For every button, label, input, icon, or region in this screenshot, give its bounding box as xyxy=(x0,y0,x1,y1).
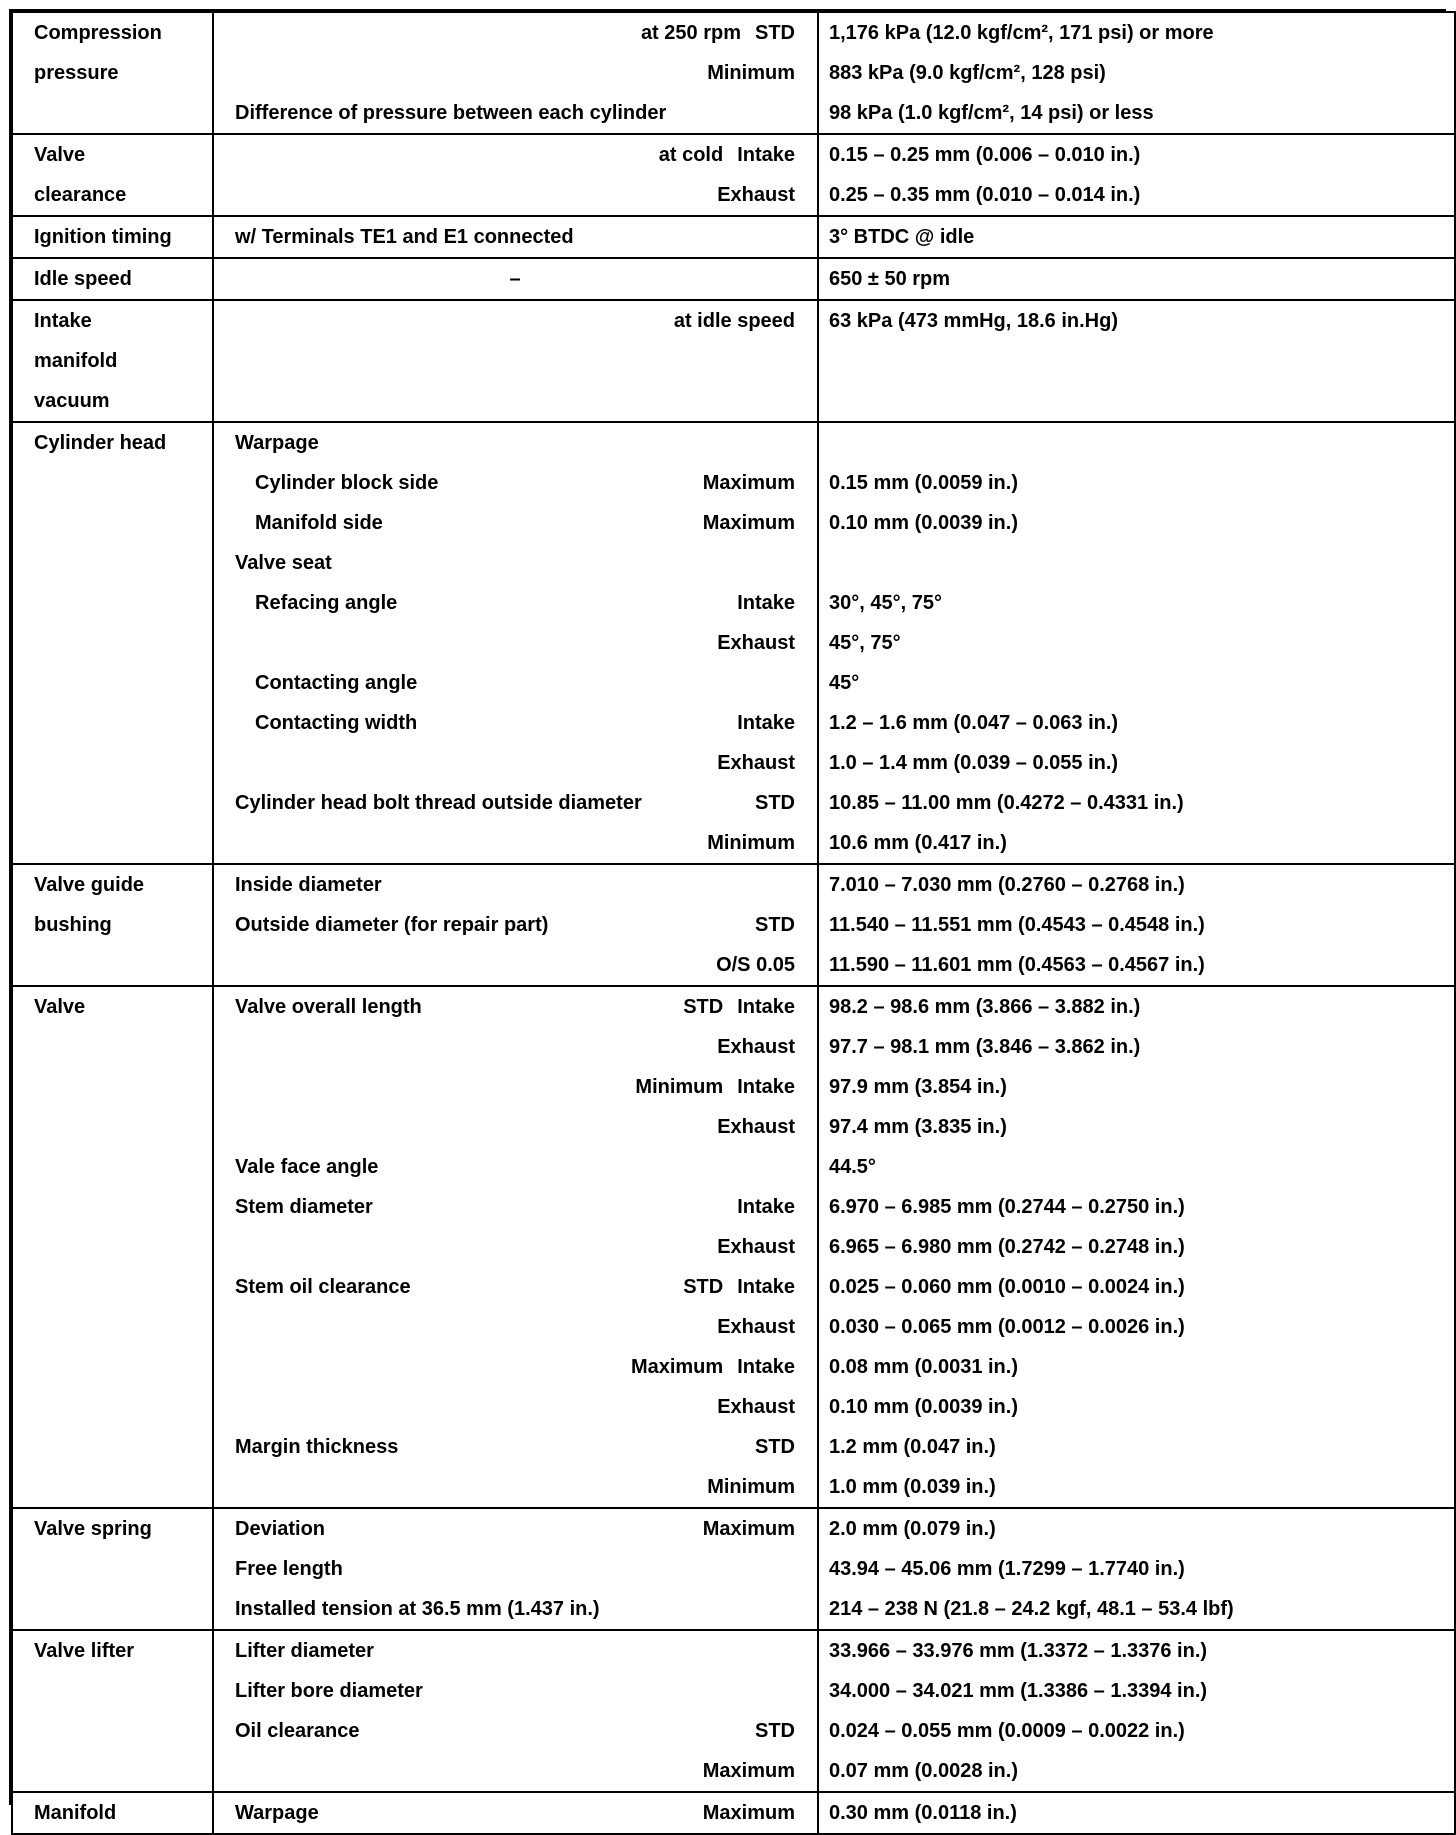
condition-label: Exhaust xyxy=(717,1316,795,1338)
section-label-cell xyxy=(12,1508,213,1630)
spec-line xyxy=(214,1589,817,1629)
item-label xyxy=(235,945,716,985)
value-cell xyxy=(818,1792,1455,1834)
spec-value xyxy=(819,423,1454,463)
condition-label: Exhaust xyxy=(717,632,795,654)
section-label: pressure xyxy=(34,62,119,84)
condition-label: STD xyxy=(683,1276,724,1298)
item-label: Refacing angle xyxy=(255,592,398,614)
section-label: Idle speed xyxy=(34,268,132,290)
spec-value: 98.2 – 98.6 mm (3.866 – 3.882 in.) xyxy=(829,996,1141,1018)
section-label-cell xyxy=(12,300,213,422)
item-label xyxy=(235,1307,717,1347)
spec-line xyxy=(214,1711,817,1751)
spec-line xyxy=(214,783,817,823)
spec-line xyxy=(214,1793,817,1833)
item-label: Cylinder head bolt thread outside diameter xyxy=(235,792,642,814)
sub-condition-label: STD xyxy=(755,22,795,44)
section-label-cell xyxy=(12,1792,213,1834)
item-label: Free length xyxy=(235,1558,343,1580)
condition-label: at 250 rpm xyxy=(640,22,741,44)
condition-label: Maximum xyxy=(702,512,795,534)
condition-cell xyxy=(213,300,818,422)
condition-cell xyxy=(213,258,818,300)
spec-line xyxy=(214,1027,817,1067)
value-cell xyxy=(818,216,1455,258)
spec-value: 3° BTDC @ idle xyxy=(829,226,975,248)
condition-label: Exhaust xyxy=(717,1036,795,1058)
value-cell xyxy=(818,986,1455,1508)
item-label xyxy=(235,53,707,93)
condition-label: Exhaust xyxy=(717,752,795,774)
section-label-cell xyxy=(12,216,213,258)
section-label: manifold xyxy=(34,350,118,372)
condition-cell xyxy=(213,422,818,864)
section-label: Valve spring xyxy=(34,1518,152,1540)
section-label: vacuum xyxy=(34,390,110,412)
value-cell xyxy=(818,12,1455,134)
section-label-cell xyxy=(12,864,213,986)
section-label: Ignition timing xyxy=(34,226,172,248)
spec-line xyxy=(214,1509,817,1549)
condition-label: STD xyxy=(755,1720,795,1742)
item-label xyxy=(235,1387,717,1427)
spec-section xyxy=(12,1792,1455,1834)
spec-value: 11.540 – 11.551 mm (0.4543 – 0.4548 in.) xyxy=(829,914,1205,936)
spec-value: 0.030 – 0.065 mm (0.0012 – 0.0026 in.) xyxy=(829,1316,1185,1338)
item-label xyxy=(235,13,641,53)
spec-section xyxy=(12,864,1455,986)
section-label: Compression xyxy=(34,22,162,44)
spec-value: 7.010 – 7.030 mm (0.2760 – 0.2768 in.) xyxy=(829,874,1185,896)
item-label: Oil clearance xyxy=(235,1720,360,1742)
item-label xyxy=(235,1027,717,1067)
spec-section xyxy=(12,258,1455,300)
condition-label: Intake xyxy=(737,712,795,734)
spec-line xyxy=(214,463,817,503)
condition-label: Minimum xyxy=(707,62,795,84)
item-label: Vale face angle xyxy=(235,1156,379,1178)
spec-line xyxy=(214,13,817,53)
section-label-cell xyxy=(12,258,213,300)
spec-line xyxy=(214,1267,817,1307)
spec-value: 33.966 – 33.976 mm (1.3372 – 1.3376 in.) xyxy=(829,1640,1208,1662)
spec-line xyxy=(214,423,817,463)
spec-line xyxy=(214,503,817,543)
spec-line xyxy=(214,945,817,985)
item-label: Stem oil clearance xyxy=(235,1276,411,1298)
condition-label: Intake xyxy=(737,592,795,614)
condition-cell xyxy=(213,1792,818,1834)
section-label: Manifold xyxy=(34,1802,117,1824)
section-label-cell xyxy=(12,12,213,134)
condition-label: Maximum xyxy=(702,1760,795,1782)
condition-label: Minimum xyxy=(707,1476,795,1498)
sub-condition-label: Intake xyxy=(737,1076,795,1098)
spec-line xyxy=(214,1387,817,1427)
spec-line xyxy=(214,1107,817,1147)
spec-line xyxy=(214,341,817,381)
item-label xyxy=(235,301,674,341)
spec-value: 1.2 – 1.6 mm (0.047 – 0.063 in.) xyxy=(829,712,1119,734)
item-label: Contacting width xyxy=(255,712,418,734)
condition-label: Maximum xyxy=(702,1802,795,1824)
item-label: Warpage xyxy=(235,432,319,454)
spec-line xyxy=(214,987,817,1027)
item-label: w/ Terminals TE1 and E1 connected xyxy=(235,226,574,248)
item-label xyxy=(235,623,717,663)
item-label: Outside diameter (for repair part) xyxy=(235,914,549,936)
item-label: Manifold side xyxy=(255,512,383,534)
spec-line xyxy=(214,135,817,175)
spec-value: 214 – 238 N (21.8 – 24.2 kgf, 48.1 – 53.4 lbf) xyxy=(829,1598,1234,1620)
section-label: Valve guide xyxy=(34,874,145,896)
section-label-cell xyxy=(12,134,213,216)
section-label: clearance xyxy=(34,184,127,206)
spec-line xyxy=(214,1549,817,1589)
spec-line xyxy=(214,1467,817,1507)
sub-condition-label: Intake xyxy=(737,144,795,166)
spec-line xyxy=(214,543,817,583)
spec-value: 1.0 mm (0.039 in.) xyxy=(829,1476,996,1498)
item-label: Margin thickness xyxy=(235,1436,399,1458)
condition-cell xyxy=(213,986,818,1508)
spec-line xyxy=(214,381,817,421)
spec-value: 97.9 mm (3.854 in.) xyxy=(829,1076,1007,1098)
spec-value xyxy=(819,341,1454,381)
condition-label: Maximum xyxy=(702,472,795,494)
spec-line xyxy=(214,583,817,623)
spec-value: 0.08 mm (0.0031 in.) xyxy=(829,1356,1018,1378)
section-label-cell xyxy=(12,1630,213,1792)
value-cell xyxy=(818,300,1455,422)
section-label: Valve xyxy=(34,996,86,1018)
spec-section xyxy=(12,216,1455,258)
spec-section xyxy=(12,1508,1455,1630)
spec-value: 0.024 – 0.055 mm (0.0009 – 0.0022 in.) xyxy=(829,1720,1185,1742)
section-label-cell xyxy=(12,422,213,864)
item-label xyxy=(235,1751,703,1791)
sub-condition-label: Intake xyxy=(737,1356,795,1378)
spec-line xyxy=(214,301,817,341)
item-label: Cylinder block side xyxy=(255,472,439,494)
spec-value: 883 kPa (9.0 kgf/cm², 128 psi) xyxy=(829,62,1106,84)
spec-value: 1.0 – 1.4 mm (0.039 – 0.055 in.) xyxy=(829,752,1119,774)
condition-cell xyxy=(213,216,818,258)
spec-section xyxy=(12,986,1455,1508)
item-label xyxy=(235,1347,631,1387)
spec-line xyxy=(214,53,817,93)
spec-value xyxy=(819,543,1454,583)
section-label: Intake xyxy=(34,310,92,332)
item-label xyxy=(235,743,717,783)
spec-section xyxy=(12,134,1455,216)
item-label: Valve seat xyxy=(235,552,332,574)
condition-label: at idle speed xyxy=(673,310,795,332)
item-label xyxy=(235,1227,717,1267)
spec-line xyxy=(214,743,817,783)
item-label: Stem diameter xyxy=(235,1196,373,1218)
item-label: Contacting angle xyxy=(255,672,418,694)
item-label: Deviation xyxy=(235,1518,326,1540)
spec-line xyxy=(214,1631,817,1671)
condition-label: Maximum xyxy=(702,1518,795,1540)
spec-value xyxy=(819,381,1454,421)
section-label: Valve xyxy=(34,144,86,166)
section-label: bushing xyxy=(34,914,112,936)
item-label: – xyxy=(509,268,521,290)
condition-label: STD xyxy=(755,914,795,936)
condition-label: Exhaust xyxy=(717,1116,795,1138)
spec-line xyxy=(214,1751,817,1791)
spec-value: 6.970 – 6.985 mm (0.2744 – 0.2750 in.) xyxy=(829,1196,1185,1218)
spec-value: 45°, 75° xyxy=(829,632,901,654)
spec-value: 97.4 mm (3.835 in.) xyxy=(829,1116,1007,1138)
spec-line xyxy=(214,1671,817,1711)
item-label: Lifter bore diameter xyxy=(235,1680,423,1702)
spec-line xyxy=(214,175,817,215)
item-label xyxy=(235,823,707,863)
spec-value: 2.0 mm (0.079 in.) xyxy=(829,1518,996,1540)
spec-line xyxy=(214,1347,817,1387)
section-label-cell xyxy=(12,986,213,1508)
spec-section xyxy=(12,1630,1455,1792)
spec-value: 0.30 mm (0.0118 in.) xyxy=(829,1802,1017,1824)
spec-value: 0.07 mm (0.0028 in.) xyxy=(829,1760,1018,1782)
spec-value: 0.15 mm (0.0059 in.) xyxy=(829,472,1018,494)
condition-label: Exhaust xyxy=(717,1236,795,1258)
spec-value: 98 kPa (1.0 kgf/cm², 14 psi) or less xyxy=(829,102,1154,124)
spec-line xyxy=(214,1307,817,1347)
spec-section xyxy=(12,300,1455,422)
section-label: Cylinder head xyxy=(34,432,167,454)
item-label: Valve overall length xyxy=(235,996,422,1018)
condition-label: Intake xyxy=(737,1196,795,1218)
spec-line xyxy=(214,823,817,863)
sub-condition-label: Intake xyxy=(737,1276,795,1298)
spec-section xyxy=(12,12,1455,134)
spec-value: 97.7 – 98.1 mm (3.846 – 3.862 in.) xyxy=(829,1036,1141,1058)
condition-label: O/S 0.05 xyxy=(716,954,795,976)
spec-value: 0.10 mm (0.0039 in.) xyxy=(829,1396,1018,1418)
value-cell xyxy=(818,864,1455,986)
spec-value: 6.965 – 6.980 mm (0.2742 – 0.2748 in.) xyxy=(829,1236,1185,1258)
spec-value: 0.025 – 0.060 mm (0.0010 – 0.0024 in.) xyxy=(829,1276,1185,1298)
spec-value: 34.000 – 34.021 mm (1.3386 – 1.3394 in.) xyxy=(829,1680,1208,1702)
value-cell xyxy=(818,1508,1455,1630)
condition-label: Exhaust xyxy=(717,1396,795,1418)
item-label xyxy=(235,1467,707,1507)
item-label: Lifter diameter xyxy=(235,1640,374,1662)
spec-value: 0.25 – 0.35 mm (0.010 – 0.014 in.) xyxy=(829,184,1141,206)
item-label xyxy=(235,1067,635,1107)
value-cell xyxy=(818,422,1455,864)
spec-line xyxy=(214,1067,817,1107)
item-label: Installed tension at 36.5 mm (1.437 in.) xyxy=(235,1598,600,1620)
spec-value: 11.590 – 11.601 mm (0.4563 – 0.4567 in.) xyxy=(829,954,1205,976)
item-label xyxy=(235,1107,717,1147)
spec-value: 45° xyxy=(829,672,860,694)
spec-line xyxy=(214,259,817,299)
condition-cell xyxy=(213,864,818,986)
condition-label: at cold xyxy=(658,144,724,166)
item-label: Difference of pressure between each cylinder xyxy=(235,102,667,124)
spec-value: 63 kPa (473 mmHg, 18.6 in.Hg) xyxy=(829,310,1119,332)
spec-line xyxy=(214,1227,817,1267)
condition-cell xyxy=(213,12,818,134)
item-label: Inside diameter xyxy=(235,874,382,896)
condition-cell xyxy=(213,1508,818,1630)
spec-value: 0.15 – 0.25 mm (0.006 – 0.010 in.) xyxy=(829,144,1141,166)
spec-value: 1.2 mm (0.047 in.) xyxy=(829,1436,996,1458)
spec-value: 30°, 45°, 75° xyxy=(829,592,942,614)
spec-line xyxy=(214,703,817,743)
spec-value: 10.6 mm (0.417 in.) xyxy=(829,832,1007,854)
spec-line xyxy=(214,865,817,905)
spec-line xyxy=(214,93,817,133)
condition-label: STD xyxy=(683,996,724,1018)
item-label xyxy=(235,175,717,215)
spec-value: 44.5° xyxy=(829,1156,876,1178)
value-cell xyxy=(818,1630,1455,1792)
spec-value: 43.94 – 45.06 mm (1.7299 – 1.7740 in.) xyxy=(829,1558,1185,1580)
condition-label: Exhaust xyxy=(717,184,795,206)
sub-condition-label: Intake xyxy=(737,996,795,1018)
condition-label: STD xyxy=(755,1436,795,1458)
spec-sheet xyxy=(9,9,1446,1824)
spec-value: 10.85 – 11.00 mm (0.4272 – 0.4331 in.) xyxy=(829,792,1184,814)
specification-table xyxy=(11,11,1456,1835)
section-label: Valve lifter xyxy=(34,1640,135,1662)
item-label xyxy=(235,135,659,175)
spec-line xyxy=(214,1187,817,1227)
condition-label: Maximum xyxy=(630,1356,724,1378)
spec-value: 0.10 mm (0.0039 in.) xyxy=(829,512,1018,534)
spec-line xyxy=(214,905,817,945)
spec-value: 650 ± 50 rpm xyxy=(829,268,951,290)
spec-line xyxy=(214,1147,817,1187)
item-label: Warpage xyxy=(235,1802,319,1824)
spec-line xyxy=(214,623,817,663)
spec-section xyxy=(12,422,1455,864)
condition-label: Minimum xyxy=(635,1076,724,1098)
condition-label: Minimum xyxy=(707,832,795,854)
spec-value: 1,176 kPa (12.0 kgf/cm², 171 psi) or more xyxy=(829,22,1214,44)
spec-line xyxy=(214,1427,817,1467)
value-cell xyxy=(818,134,1455,216)
condition-label: STD xyxy=(755,792,795,814)
condition-cell xyxy=(213,134,818,216)
value-cell xyxy=(818,258,1455,300)
spec-line xyxy=(214,217,817,257)
spec-line xyxy=(214,663,817,703)
condition-cell xyxy=(213,1630,818,1792)
